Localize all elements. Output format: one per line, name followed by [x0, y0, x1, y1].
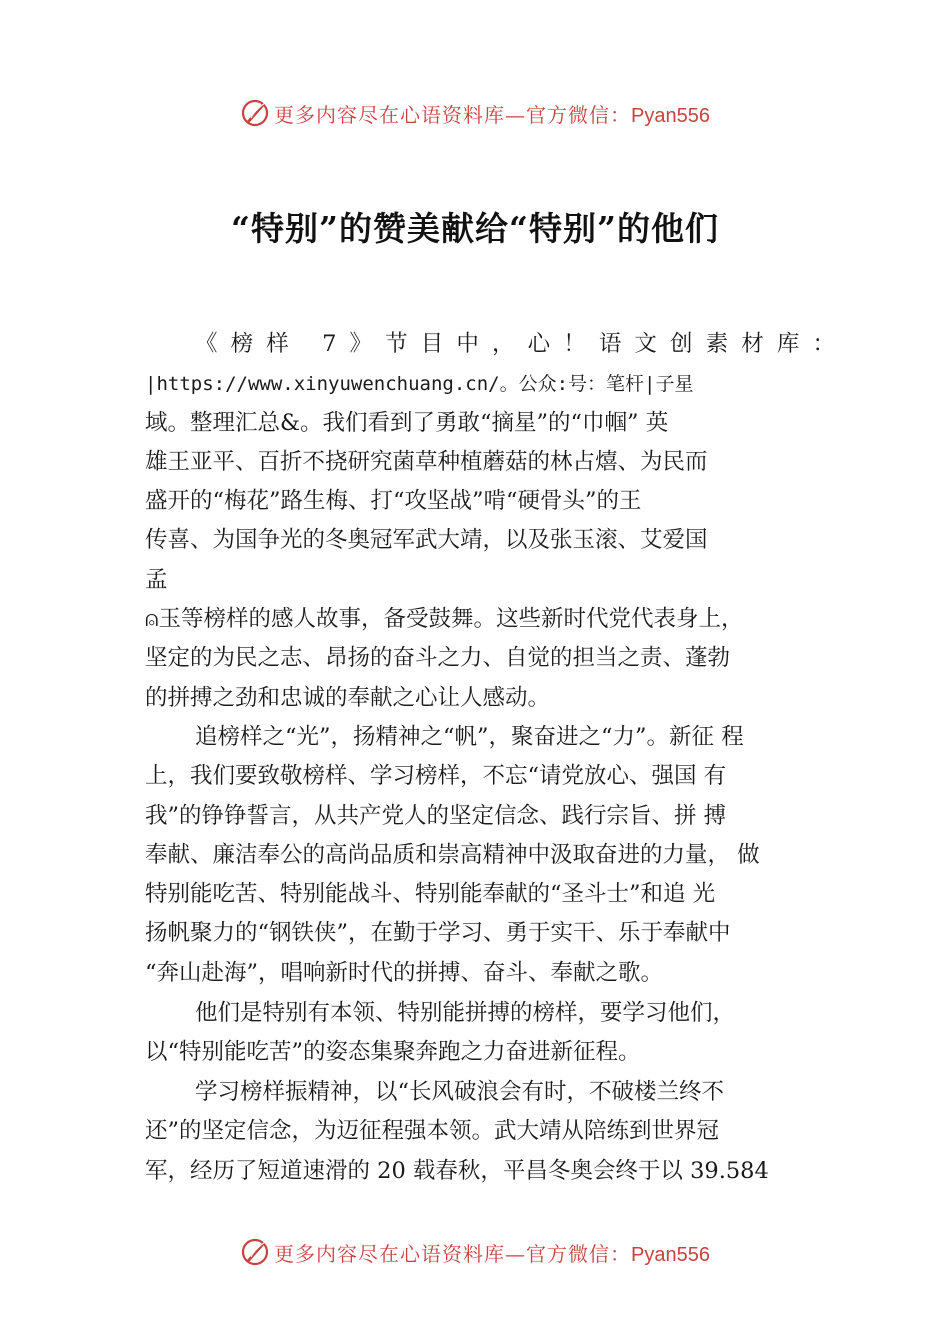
url-text: |https://www.xinyuwenchuang.cn/。公众:号：笔杆|子星	[145, 373, 694, 396]
text-line: 特别能吃苦、特别能战斗、特别能奉献的“圣斗士”和追 光	[145, 881, 716, 908]
quill-pen-logo-icon	[240, 1237, 270, 1267]
paragraph-1	[145, 325, 835, 718]
text-line: 扬帆聚力的“钢铁侠”，在勤于学习、勇于实干、乐于奉献中	[145, 920, 731, 947]
watermark-text: 更多内容尽在心语资料库—官方微信：Pyan556	[274, 1241, 710, 1266]
text-line: “奔山赴海”，唱响新时代的拼搏、奋斗、奉献之歌。	[145, 959, 664, 986]
document-title: “特别”的赞美献给“特别”的他们	[231, 209, 719, 248]
text-line: 他们是特别有本领、特别能拼搏的榜样，要学习他们，	[195, 1000, 736, 1026]
paragraph-2	[145, 718, 835, 993]
text-line: ⍝玉等榜样的感人故事，备受鼓舞。这些新时代党代表身上，	[145, 606, 744, 633]
text-line: 的拼搏之劲和忠诚的奉献之心让人感动。	[145, 684, 551, 711]
watermark-text: 更多内容尽在心语资料库—官方微信：Pyan556	[274, 102, 710, 127]
text-line: 传喜、为国争光的冬奥冠军武大靖，以及张玉滚、艾爱国	[145, 527, 708, 554]
text-line: 学习榜样振精神，以“长风破浪会有时，不破楼兰终不	[195, 1079, 725, 1105]
text-line: 孟	[145, 566, 168, 593]
text-line: 上，我们要致敬榜样、学习榜样，不忘“请党放心、强国 有	[145, 763, 727, 790]
text-line: 我”的铮铮誓言，从共产党人的坚定信念、践行宗旨、拼 搏	[145, 802, 727, 829]
text-line: 雄王亚平、百折不挠研究菌草种植蘑菇的林占熺、为民而	[145, 448, 708, 475]
text-line: 盛开的“梅花”路生梅、打“攻坚战”啃“硬骨头”的王	[145, 488, 642, 515]
header-watermark	[0, 93, 950, 133]
paragraph-3	[145, 994, 835, 1073]
text-line: 还”的坚定信念，为迈征程强本领。武大靖从陪练到世界冠	[145, 1118, 720, 1145]
text-line: 坚定的为民之志、昂扬的奋斗之力、自觉的担当之责、蓬勃	[145, 645, 731, 672]
text-line-url	[145, 364, 835, 403]
paragraph-4	[145, 1073, 835, 1191]
text-line: 奉献、廉洁奉公的高尚品质和崇高精神中汲取奋进的力量， 做	[145, 841, 760, 868]
text-line: 以“特别能吃苦”的姿态集聚奔跑之力奋进新征程。	[145, 1039, 641, 1066]
text-line: 《榜样 7》节目中，心！语文创素材库：	[195, 331, 835, 357]
text-line: 域。整理汇总&。我们看到了勇敢“摘星”的“巾帼” 英	[145, 409, 669, 436]
footer-watermark	[0, 1232, 950, 1272]
text-line: 追榜样之“光”，扬精神之“帆”，聚奋进之“力”。新征 程	[195, 724, 744, 750]
quill-pen-logo-icon	[240, 98, 270, 128]
text-line: 军，经历了短道速滑的 20 载春秋，平昌冬奥会终于以 39.584	[145, 1157, 769, 1184]
